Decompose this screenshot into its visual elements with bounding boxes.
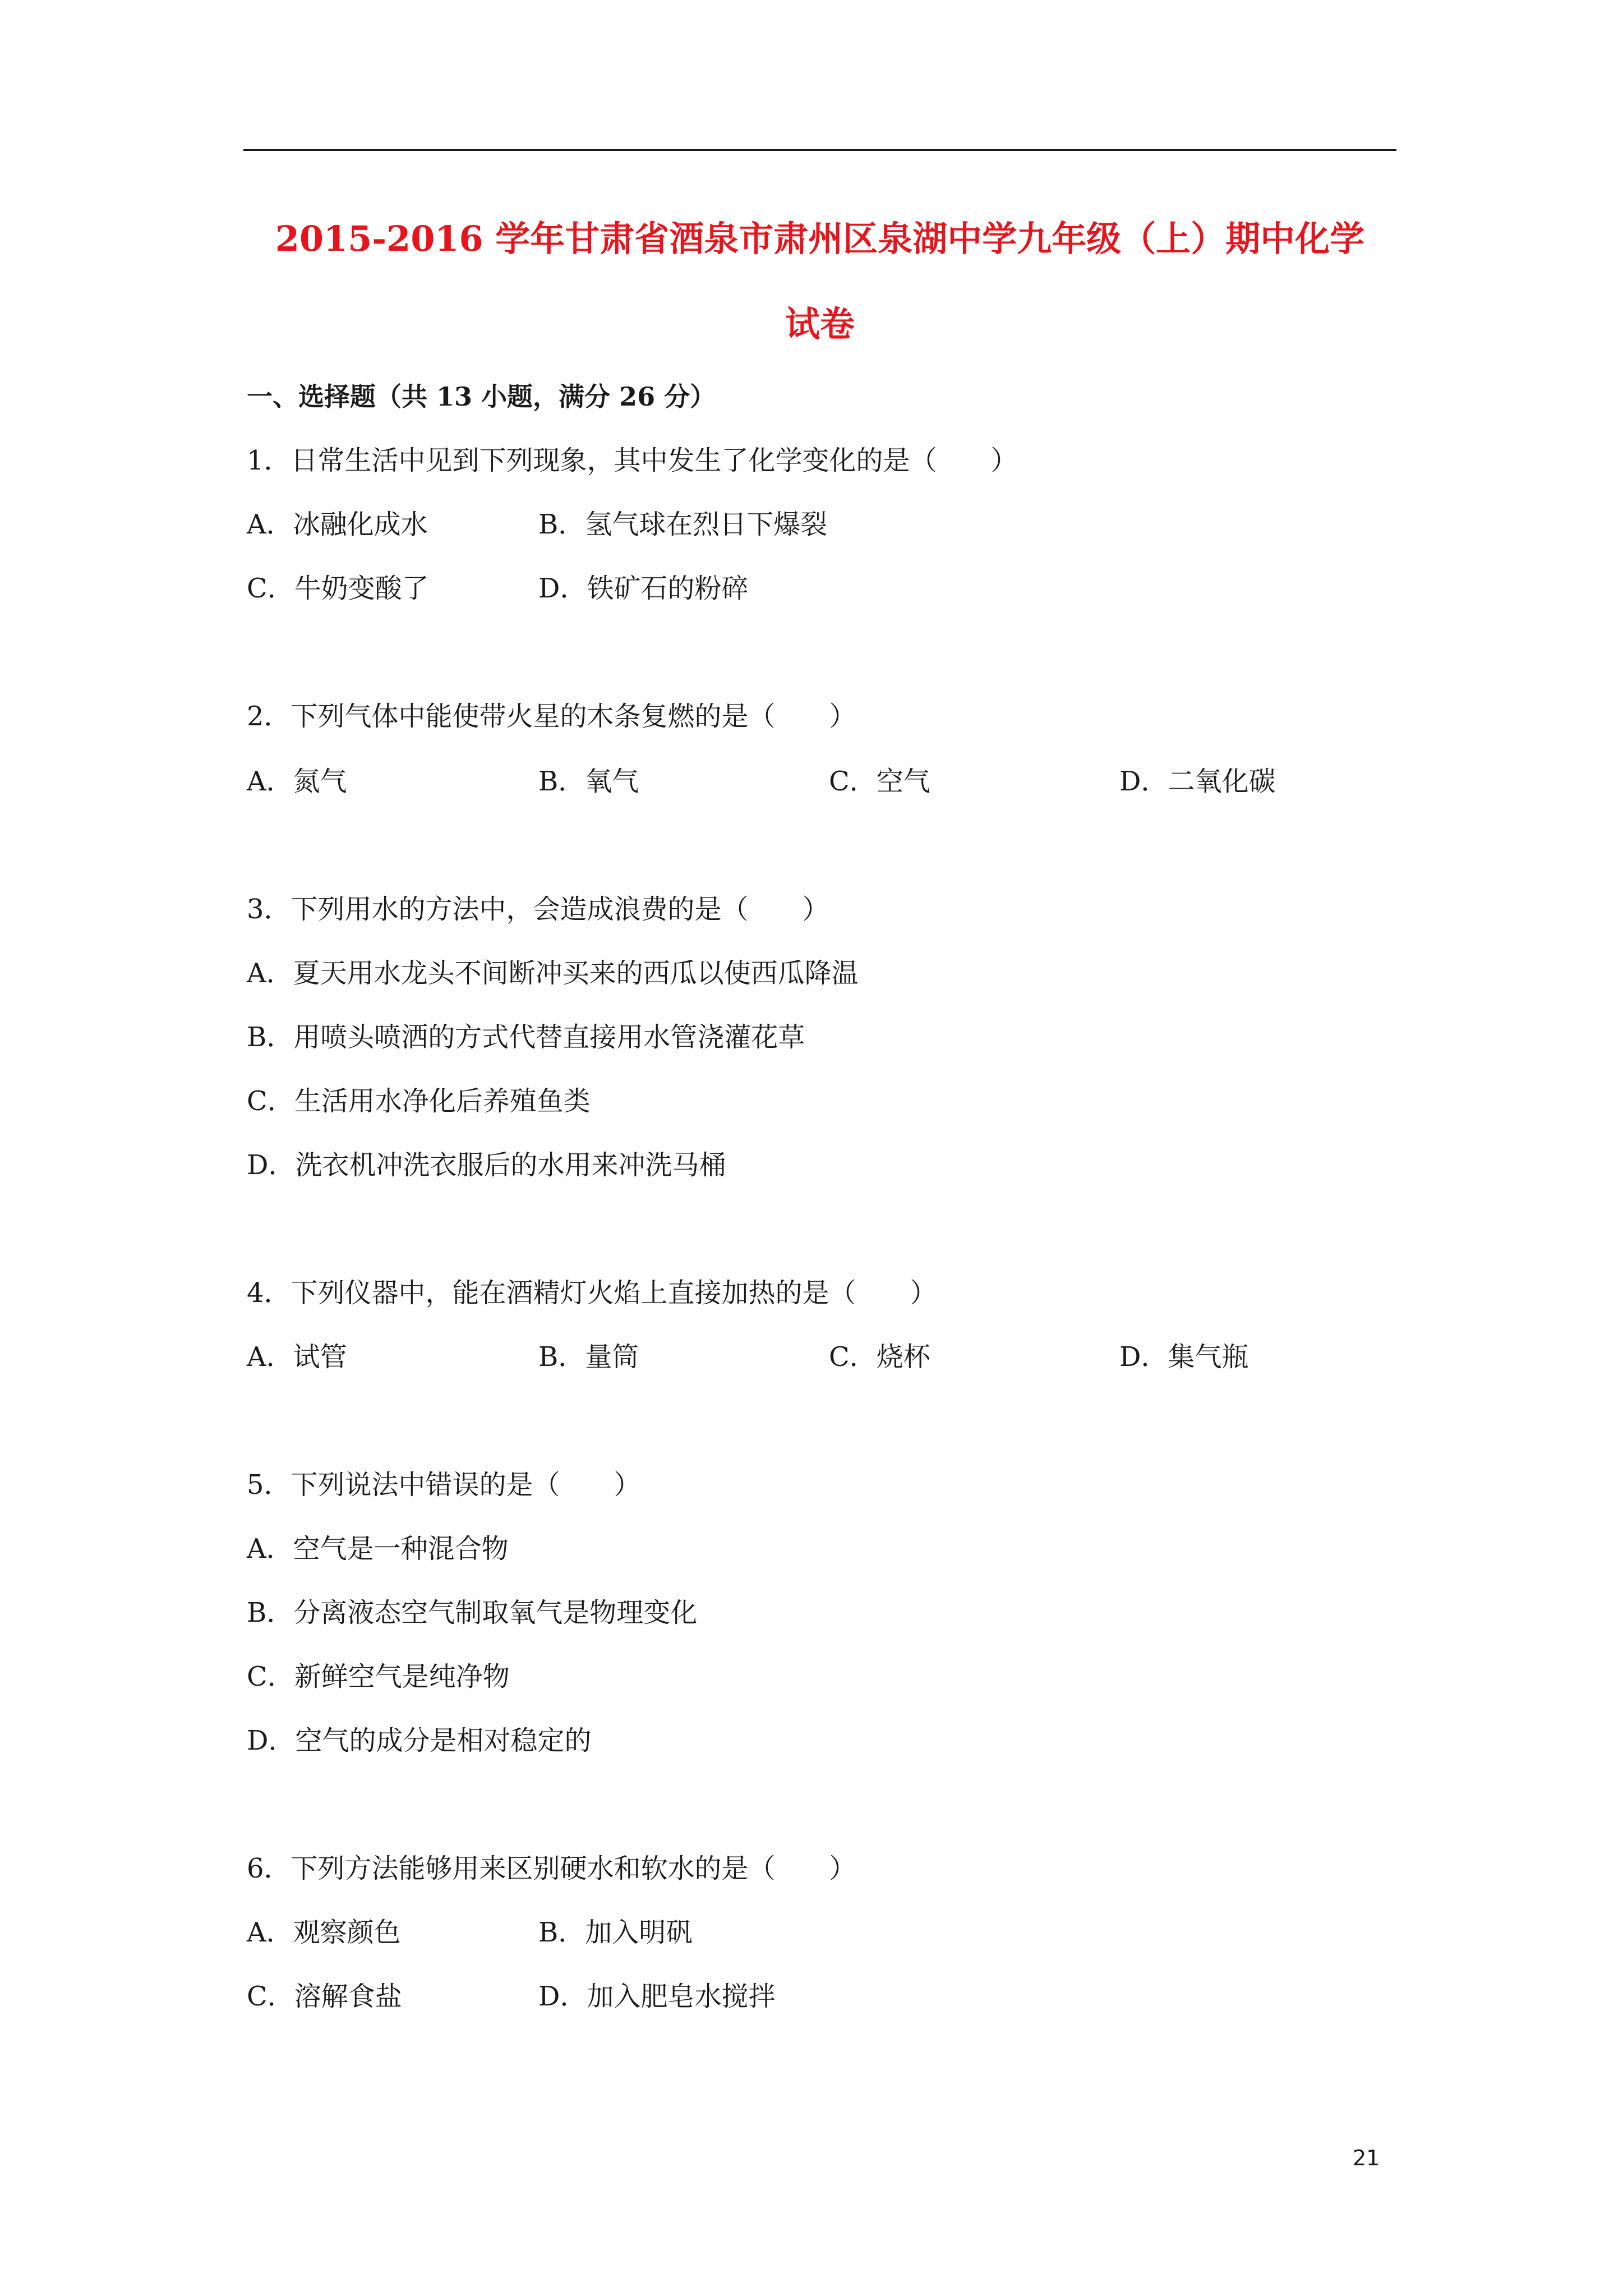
- question-5-option-d: D．空气的成分是相对稳定的: [247, 1725, 592, 1756]
- header-rule: [243, 149, 1396, 151]
- question-2-option-d: D．二氧化碳: [1119, 766, 1276, 797]
- question-6-option-b: B．加入明矾: [538, 1917, 693, 1948]
- question-3-option-d: D．洗衣机冲洗衣服后的水用来冲洗马桶: [247, 1149, 726, 1181]
- section-heading: 一、选择题（共 13 小题，满分 26 分）: [247, 381, 716, 412]
- question-3-option-a: A．夏天用水龙头不间断冲买来的西瓜以使西瓜降温: [247, 958, 859, 989]
- question-2-option-b: B．氧气: [538, 766, 639, 797]
- question-2-stem: 2．下列气体中能使带火星的木条复燃的是（ ）: [247, 701, 856, 732]
- question-3-option-b: B．用喷头喷洒的方式代替直接用水管浇灌花草: [247, 1022, 805, 1053]
- document-title-line-2: 试卷: [785, 303, 855, 344]
- question-6-stem: 6．下列方法能够用来区别硬水和软水的是（ ）: [247, 1853, 856, 1884]
- question-2-option-a: A．氮气: [247, 766, 347, 797]
- question-5-option-c: C．新鲜空气是纯净物: [247, 1661, 510, 1692]
- question-1-option-d: D．铁矿石的粉碎: [538, 573, 749, 604]
- question-6-option-c: C．溶解食盐: [247, 1981, 402, 2012]
- question-4-option-a: A．试管: [247, 1341, 347, 1373]
- question-4-option-b: B．量筒: [538, 1341, 639, 1373]
- question-5-option-a: A．空气是一种混合物: [247, 1533, 509, 1565]
- document-title-line-1: 2015-2016 学年甘肃省酒泉市肃州区泉湖中学九年级（上）期中化学: [275, 218, 1365, 259]
- question-3-option-c: C．生活用水净化后养殖鱼类: [247, 1085, 591, 1117]
- question-1-option-c: C．牛奶变酸了: [247, 573, 429, 604]
- question-5-option-b: B．分离液态空气制取氧气是物理变化: [247, 1597, 698, 1628]
- question-1-option-a: A．冰融化成水: [247, 509, 428, 540]
- question-6-option-a: A．观察颜色: [247, 1917, 401, 1948]
- question-4-option-c: C．烧杯: [829, 1341, 930, 1373]
- page-number: 21: [1353, 2146, 1380, 2170]
- question-5-stem: 5．下列说法中错误的是（ ）: [247, 1469, 641, 1501]
- question-1-option-b: B．氢气球在烈日下爆裂: [538, 509, 828, 540]
- question-4-option-d: D．集气瓶: [1119, 1341, 1249, 1373]
- question-2-option-c: C．空气: [829, 766, 930, 797]
- question-3-stem: 3．下列用水的方法中，会造成浪费的是（ ）: [247, 894, 829, 925]
- question-4-stem: 4．下列仪器中，能在酒精灯火焰上直接加热的是（ ）: [247, 1277, 937, 1309]
- question-1-stem: 1．日常生活中见到下列现象，其中发生了化学变化的是（ ）: [247, 445, 1018, 476]
- question-6-option-d: D．加入肥皂水搅拌: [538, 1981, 776, 2012]
